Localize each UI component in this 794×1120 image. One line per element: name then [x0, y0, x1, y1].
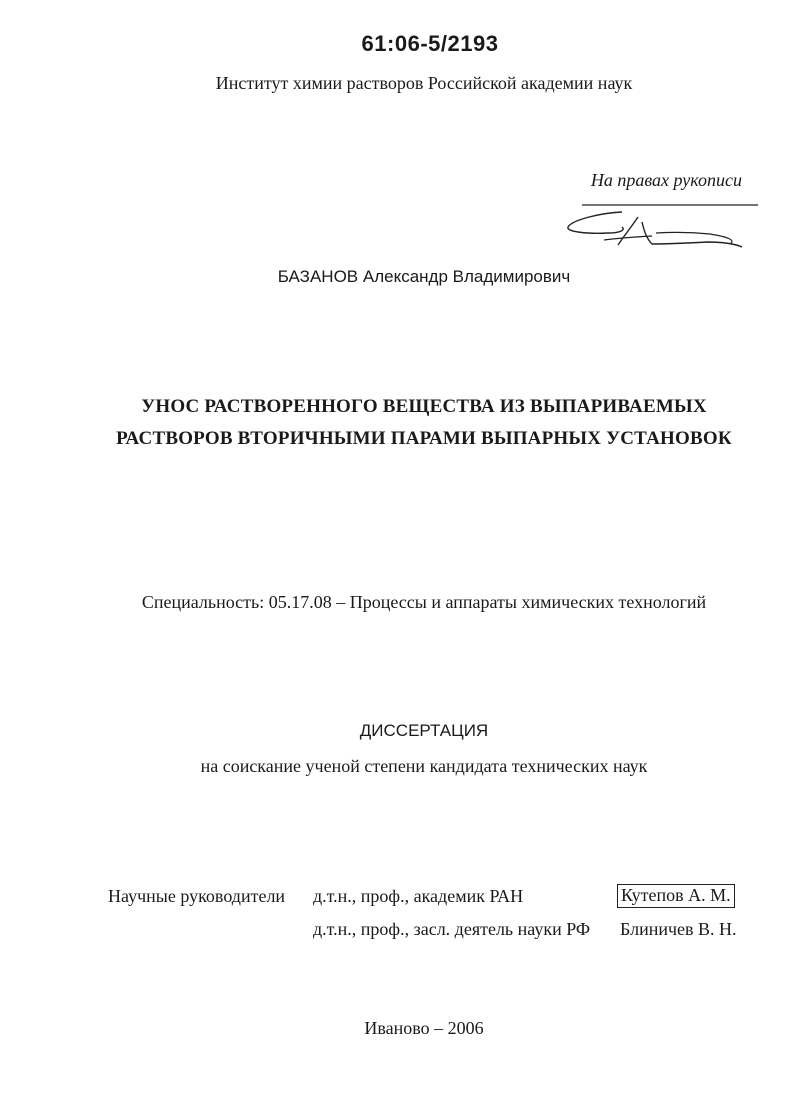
supervisor-1-title: д.т.н., проф., академик РАН [313, 886, 524, 906]
degree-statement: на соискание ученой степени кандидата технических наук [200, 756, 648, 776]
thesis-title-line-1: УНОС РАСТВОРЕННОГО ВЕЩЕСТВА ИЗ ВЫПАРИВАЕМЫХ [141, 396, 707, 417]
catalog-number: 61:06-5/2193 [361, 31, 499, 56]
supervisors-label: Научные руководители [108, 886, 286, 906]
thesis-title-line-2: РАСТВОРОВ ВТОРИЧНЫМИ ПАРАМИ ВЫПАРНЫХ УСТАНОВОК [116, 428, 732, 449]
supervisor-2-title: д.т.н., проф., засл. деятель науки РФ [313, 919, 591, 939]
supervisor-2-name: Блиничев В. Н. [620, 919, 737, 939]
rights-note: На правах рукописи [590, 170, 742, 190]
signature-icon [560, 200, 760, 256]
author-name: БАЗАНОВ Александр Владимирович [277, 267, 571, 286]
city-year: Иваново – 2006 [364, 1018, 484, 1038]
specialty: Специальность: 05.17.08 – Процессы и аппараты химических технологий [141, 592, 707, 612]
document-type: ДИССЕРТАЦИЯ [359, 721, 489, 740]
supervisor-1-name: Кутепов А. М. [617, 884, 735, 908]
institute-name: Институт химии растворов Российской академии наук [215, 73, 633, 93]
